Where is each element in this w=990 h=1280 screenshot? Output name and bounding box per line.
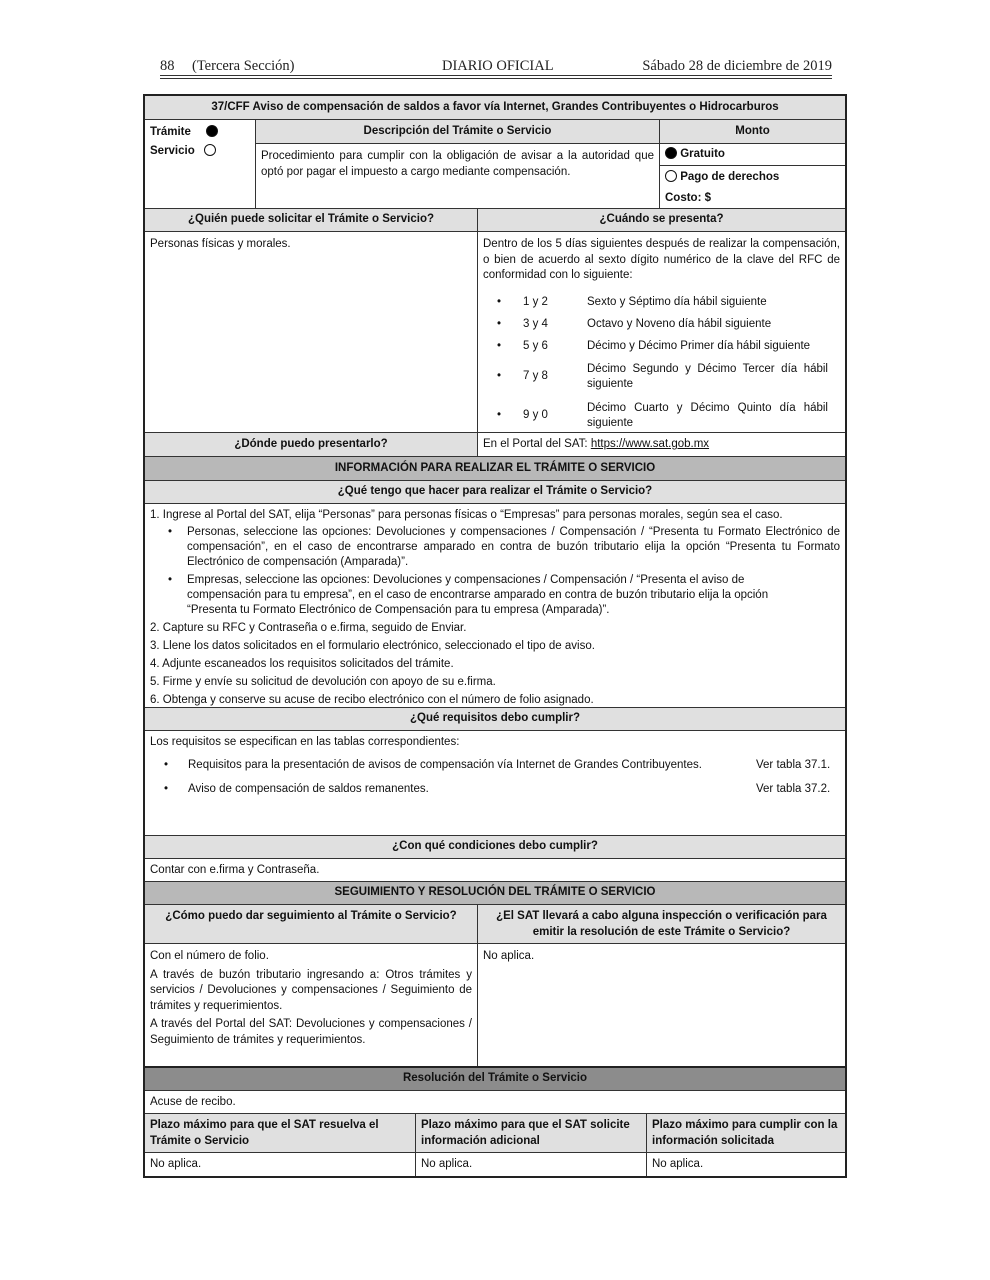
deadline-header: Plazo máximo para cumplir con la información solicitada (646, 1114, 845, 1152)
schedule-digits: 7 y 8 (523, 370, 548, 383)
type-row (145, 120, 845, 209)
filled-radio-icon (665, 147, 677, 159)
step-1-bullets (150, 525, 840, 618)
who-when-header-row (145, 209, 845, 232)
schedule-digits: 3 y 4 (523, 317, 548, 330)
where-row (145, 433, 845, 457)
requirement-item: • Aviso de compensación de saldos remanentes. Ver tabla 37.2. (150, 782, 840, 798)
steps-row (145, 504, 845, 708)
tracking-cell (145, 944, 477, 1066)
tracking-section-row (145, 882, 845, 905)
amount-header: Monto (660, 120, 845, 144)
empty-radio-icon (204, 144, 216, 156)
procedure-form (143, 94, 847, 1178)
step-1-bullet: • Empresas, seleccione las opciones: Devoluciones y compensaciones / Compensación / “Presenta el aviso de compensación para tu empresa”, en el caso de encontrarse amparado en contra de buzón tributario elija la opción “Presenta tu Formato Electrónico de Compensación para tu empresa (Amparada)”. (150, 573, 840, 618)
description-text: Procedimiento para cumplir con la obligación de avisar a la autoridad que optó por pagar el impuesto a cargo mediante compensación. (261, 150, 654, 178)
schedule-digits: 1 y 2 (523, 295, 548, 308)
schedule-digits: 5 y 6 (523, 339, 548, 352)
schedule-day: Octavo y Noveno día hábil siguiente (587, 317, 772, 330)
schedule-row: • 5 y 6 Décimo y Décimo Primer día hábil siguiente (483, 336, 840, 358)
pago-option (660, 166, 845, 189)
deadline-header: Plazo máximo para que el SAT solicite información adicional (415, 1114, 646, 1152)
description-header: Descripción del Trámite o Servicio (256, 120, 659, 144)
filled-radio-icon (206, 125, 218, 137)
when-intro: Dentro de los 5 días siguientes después de realizar la compensación, o bien de acuerdo al sexto dígito numérico de la clave del RFC de conformidad con lo siguiente: (483, 238, 840, 281)
requirement-ref: Ver tabla 37.1. (756, 758, 831, 771)
description-cell (255, 120, 659, 208)
inspection-header: ¿El SAT llevará a cabo alguna inspección o verificación para emitir la resolución de este Trámite o Servicio? (477, 905, 845, 943)
requirement-item: • Requisitos para la presentación de avisos de compensación vía Internet de Grandes Contribuyentes. Ver tabla 37.1. (150, 758, 840, 774)
step-1-bullet: • Personas, seleccione las opciones: Devoluciones y compensaciones / Compensación / “Presenta tu Formato Electrónico de compensación”, en el caso de encontrarse amparado en contra de buzón tributario elija la opción “Presenta tu Formato Electrónico de compensación (Amparada)”. (150, 525, 840, 570)
schedule-row: • 7 y 8 Décimo Segundo y Décimo Tercer día hábil siguiente (483, 358, 840, 397)
when-cell (477, 232, 845, 432)
step-4: 4. Adjunte escaneados los requisitos solicitados del trámite. (150, 658, 454, 670)
schedule-day: Décimo Segundo y Décimo Tercer día hábil siguiente (587, 362, 828, 390)
when-header: ¿Cuándo se presenta? (477, 209, 845, 231)
gratuito-label: Gratuito (680, 148, 725, 160)
tracking-header-row (145, 905, 845, 944)
publication-date: Sábado 28 de diciembre de 2019 (642, 58, 832, 74)
deadline-header: Plazo máximo para que el SAT resuelva el Trámite o Servicio (145, 1114, 415, 1152)
tracking-row (145, 944, 845, 1068)
schedule-list (483, 292, 840, 436)
sat-portal-link[interactable]: https://www.sat.gob.mx (590, 438, 710, 450)
requirements-row (145, 731, 845, 836)
resolution-row (145, 1091, 845, 1114)
requirement-ref: Ver tabla 37.2. (756, 783, 831, 795)
requirement-text: Requisitos para la presentación de avisos de compensación vía Internet de Grandes Contribuyentes. (188, 758, 702, 771)
header-rule (160, 75, 832, 76)
where-header: ¿Dónde puedo presentarlo? (145, 433, 477, 456)
resolution-text: Acuse de recibo. (150, 1096, 236, 1108)
step-5: 5. Firme y envíe su solicitud de devolución con apoyo de su e.firma. (150, 676, 496, 688)
type-cell (145, 120, 255, 208)
step-3: 3. Llene los datos solicitados en el formulario electrónico, seleccionado el tipo de aviso. (150, 640, 595, 652)
tracking-how-header: ¿Cómo puedo dar seguimiento al Trámite o Servicio? (145, 905, 477, 943)
what-to-do-header-row (145, 481, 845, 504)
schedule-day: Sexto y Séptimo día hábil siguiente (587, 295, 767, 308)
form-title: 37/CFF Aviso de compensación de saldos a favor vía Internet, Grandes Contribuyentes o Hidrocarburos (145, 96, 845, 119)
step-2: 2. Capture su RFC y Contraseña o e.firma, seguido de Enviar. (150, 622, 467, 634)
section-label: (Tercera Sección) (192, 58, 295, 74)
deadline-header-row (145, 1114, 845, 1153)
empty-radio-icon (665, 170, 677, 182)
where-cell (477, 433, 845, 456)
deadline-row (145, 1153, 845, 1176)
schedule-row: • 9 y 0 Décimo Cuarto y Décimo Quinto día hábil siguiente (483, 397, 840, 436)
conditions-header: ¿Con qué condiciones debo cumplir? (145, 836, 845, 858)
info-section-header: INFORMACIÓN PARA REALIZAR EL TRÁMITE O SERVICIO (145, 457, 845, 480)
inspection-text: No aplica. (477, 944, 845, 1066)
tracking-item: Con el número de folio. (150, 950, 269, 962)
conditions-header-row (145, 836, 845, 859)
tramite-option (145, 120, 255, 144)
requirements-cell (145, 731, 845, 835)
conditions-row (145, 859, 845, 882)
who-when-row (145, 232, 845, 433)
tracking-section-header: SEGUIMIENTO Y RESOLUCIÓN DEL TRÁMITE O SERVICIO (145, 882, 845, 904)
amount-cell (659, 120, 845, 208)
schedule-day: Décimo Cuarto y Décimo Quinto día hábil siguiente (587, 401, 828, 429)
resolution-header-row (145, 1068, 845, 1091)
servicio-label: Servicio (150, 144, 195, 157)
step-6: 6. Obtenga y conserve su acuse de recibo electrónico con el número de folio asignado. (150, 694, 594, 706)
form-title-row (145, 96, 845, 120)
deadline-value: No aplica. (415, 1153, 646, 1176)
requirements-header: ¿Qué requisitos debo cumplir? (145, 708, 845, 730)
tramite-label: Trámite (150, 126, 191, 138)
tracking-item: A través del Portal del SAT: Devoluciones y compensaciones / Seguimiento de trámites y requerimientos. (150, 1018, 472, 1046)
requirements-header-row (145, 708, 845, 731)
header-rule (160, 78, 832, 79)
resolution-header: Resolución del Trámite o Servicio (145, 1068, 845, 1090)
schedule-day: Décimo y Décimo Primer día hábil siguiente (587, 339, 811, 352)
requirement-text: Aviso de compensación de saldos remanentes. (188, 783, 429, 795)
page-number: 88 (160, 58, 175, 74)
schedule-row: • 1 y 2 Sexto y Séptimo día hábil siguiente (483, 292, 840, 314)
gratuito-option (660, 144, 845, 166)
tracking-item: A través de buzón tributario ingresando a: Otros trámites y servicios / Devoluciones y compensaciones / Seguimiento de trámites y requerimientos. (150, 968, 472, 1012)
requirements-intro: Los requisitos se especifican en las tablas correspondientes: (150, 736, 460, 748)
who-header: ¿Quién puede solicitar el Trámite o Servicio? (145, 209, 477, 231)
steps-cell (145, 504, 845, 707)
deadline-value: No aplica. (150, 1158, 202, 1170)
schedule-row: • 3 y 4 Octavo y Noveno día hábil siguiente (483, 314, 840, 336)
servicio-option (145, 144, 255, 163)
costo-label: Costo: $ (665, 191, 711, 204)
schedule-digits: 9 y 0 (523, 409, 548, 422)
pago-label: Pago de derechos (680, 171, 780, 183)
publication-title: DIARIO OFICIAL (442, 58, 554, 74)
step-1: 1. Ingrese al Portal del SAT, elija “Personas” para personas físicas o “Empresas” para personas morales, según sea el caso. (150, 509, 783, 521)
deadline-value: No aplica. (646, 1153, 845, 1176)
conditions-text: Contar con e.firma y Contraseña. (150, 864, 320, 876)
who-text: Personas físicas y morales. (150, 238, 291, 250)
page-header (160, 56, 832, 76)
what-to-do-header: ¿Qué tengo que hacer para realizar el Trámite o Servicio? (145, 481, 845, 503)
info-section-row (145, 457, 845, 481)
where-prefix: En el Portal del SAT: (483, 438, 591, 450)
